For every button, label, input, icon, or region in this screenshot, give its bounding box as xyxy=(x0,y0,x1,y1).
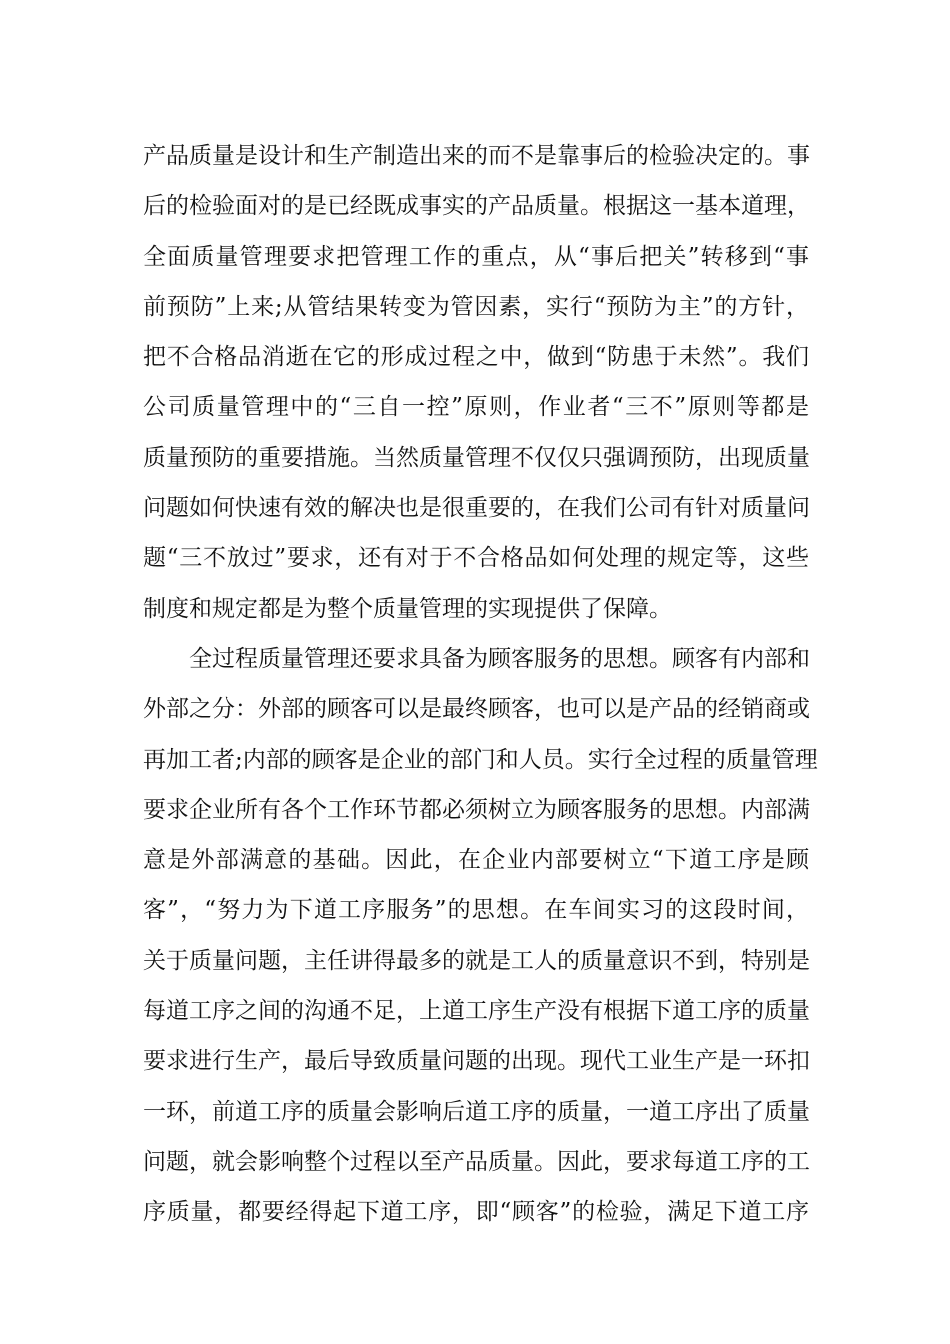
text-line: 要求企业所有各个工作环节都必须树立为顾客服务的思想。内部满 xyxy=(143,796,810,823)
text-line: 每道工序之间的沟通不足，上道工序生产没有根据下道工序的质量 xyxy=(143,998,810,1025)
text-line: 后的检验面对的是已经既成事实的产品质量。根据这一基本道理， xyxy=(143,193,810,220)
text-line: 质量预防的重要措施。当然质量管理不仅仅只强调预防，出现质量 xyxy=(143,444,810,471)
text-line: 关于质量问题，主任讲得最多的就是工人的质量意识不到，特别是 xyxy=(143,947,810,974)
text-line: 把不合格品消逝在它的形成过程之中，做到“防患于未然”。我们 xyxy=(143,344,809,371)
text-line: 全面质量管理要求把管理工作的重点，从“事后把关”转移到“事 xyxy=(143,243,809,270)
text-line: 产品质量是设计和生产制造出来的而不是靠事后的检验决定的。事 xyxy=(143,143,810,169)
paragraph-2 xyxy=(143,634,818,1238)
text-line: 题“三不放过”要求，还有对于不合格品如何处理的规定等，这些 xyxy=(143,545,809,572)
text-line: 公司质量管理中的“三自一控”原则，作业者“三不”原则等都是 xyxy=(143,394,809,421)
text-line: 外部之分：外部的顾客可以是最终顾客，也可以是产品的经销商或 xyxy=(143,696,810,723)
text-line: 一环，前道工序的质量会影响后道工序的质量，一道工序出了质量 xyxy=(143,1098,810,1125)
text-line: 意是外部满意的基础。因此，在企业内部要树立“下道工序是顾 xyxy=(143,847,809,874)
text-line: 问题，就会影响整个过程以至产品质量。因此，要求每道工序的工 xyxy=(143,1148,810,1175)
text-line: 再加工者;内部的顾客是企业的部门和人员。实行全过程的质量管理 xyxy=(143,746,818,773)
text-line: 序质量，都要经得起下道工序，即“顾客”的检验，满足下道工序 xyxy=(143,1199,809,1226)
body-text xyxy=(143,131,818,1238)
text-line: 制度和规定都是为整个质量管理的实现提供了保障。 xyxy=(143,595,672,622)
text-line: 问题如何快速有效的解决也是很重要的，在我们公司有针对质量问 xyxy=(143,495,810,522)
text-line: 全过程质量管理还要求具备为顾客服务的思想。顾客有内部和 xyxy=(189,645,810,672)
text-line: 要求进行生产，最后导致质量问题的出现。现代工业生产是一环扣 xyxy=(143,1048,810,1075)
text-line: 前预防”上来;从管结果转变为管因素，实行“预防为主”的方针， xyxy=(143,293,809,320)
text-line: 客”，“努力为下道工序服务”的思想。在车间实习的这段时间， xyxy=(143,897,809,924)
paragraph-1 xyxy=(143,131,809,634)
